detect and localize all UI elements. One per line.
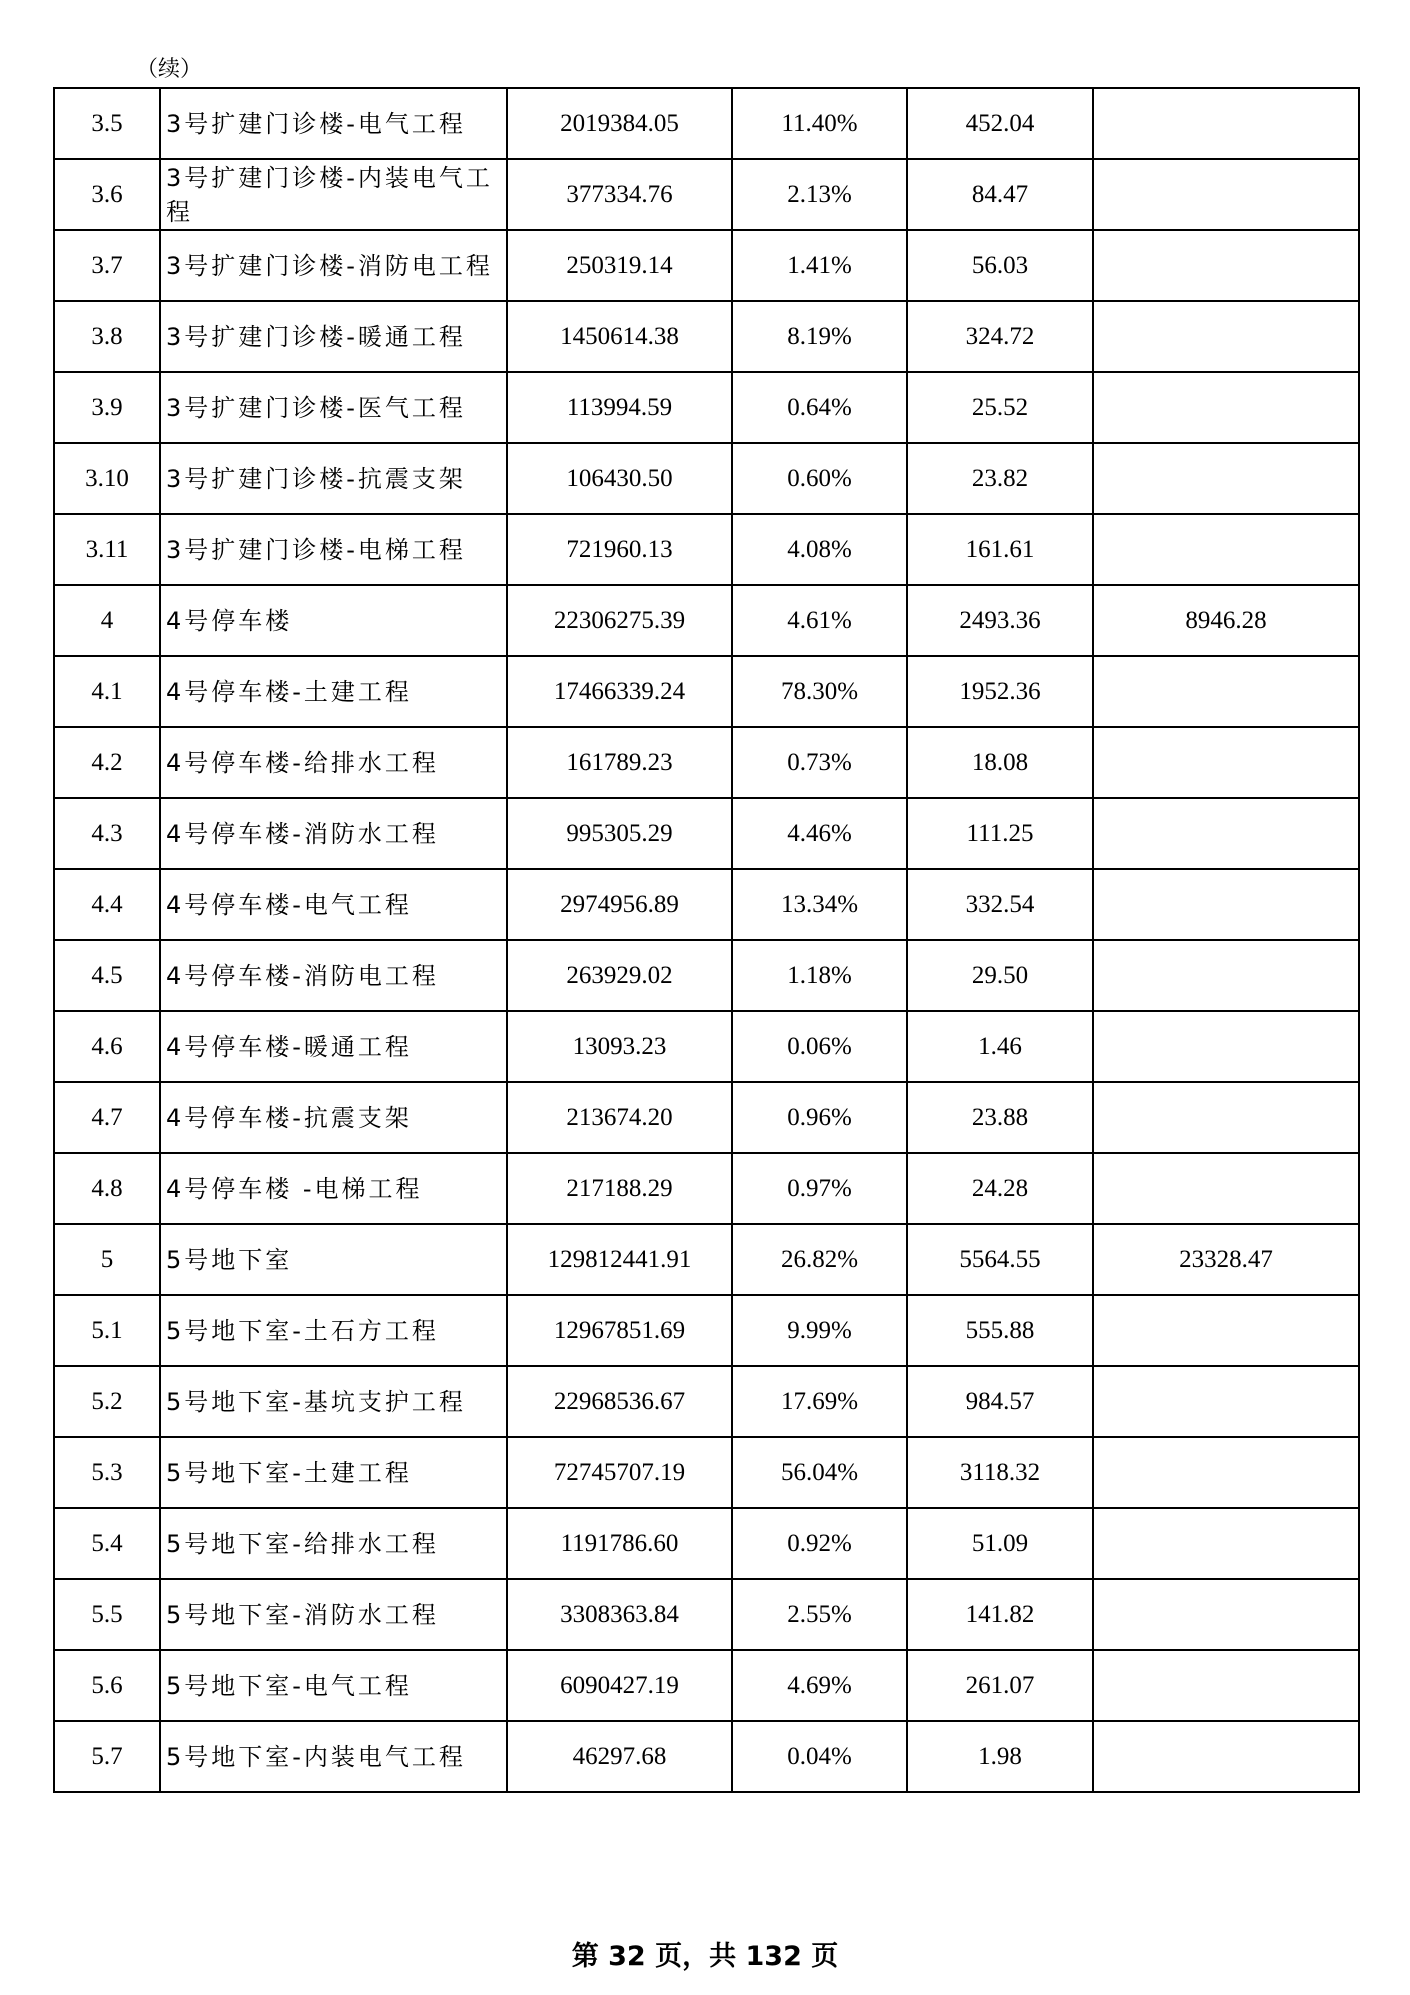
item-amount-cell: 263929.02 (507, 940, 732, 1011)
item-unit-cost-cell: 23.88 (907, 1082, 1093, 1153)
item-unit-cost-cell: 324.72 (907, 301, 1093, 372)
item-percent-cell: 8.19% (732, 301, 907, 372)
item-name-cell: 4号停车楼-暖通工程 (160, 1011, 507, 1082)
item-percent-cell: 0.97% (732, 1153, 907, 1224)
table-row (54, 798, 1359, 869)
table-row (54, 1011, 1359, 1082)
item-name-cell: 5号地下室-内装电气工程 (160, 1721, 507, 1792)
table-row (54, 1508, 1359, 1579)
item-percent-cell: 0.73% (732, 727, 907, 798)
item-percent-cell: 0.96% (732, 1082, 907, 1153)
item-extra-cell (1093, 372, 1359, 443)
item-extra-cell (1093, 1366, 1359, 1437)
item-number-cell: 4.4 (54, 869, 160, 940)
item-percent-cell: 1.18% (732, 940, 907, 1011)
item-name-cell: 4号停车楼-土建工程 (160, 656, 507, 727)
item-percent-cell: 4.46% (732, 798, 907, 869)
item-amount-cell: 22968536.67 (507, 1366, 732, 1437)
item-amount-cell: 250319.14 (507, 230, 732, 301)
item-extra-cell (1093, 1082, 1359, 1153)
table-row (54, 1366, 1359, 1437)
item-amount-cell: 13093.23 (507, 1011, 732, 1082)
item-percent-cell: 0.64% (732, 372, 907, 443)
item-unit-cost-cell: 3118.32 (907, 1437, 1093, 1508)
item-number-cell: 5.7 (54, 1721, 160, 1792)
item-unit-cost-cell: 161.61 (907, 514, 1093, 585)
item-extra-cell (1093, 1650, 1359, 1721)
item-unit-cost-cell: 1952.36 (907, 656, 1093, 727)
item-extra-cell (1093, 1295, 1359, 1366)
item-extra-cell (1093, 301, 1359, 372)
item-name-cell: 3号扩建门诊楼-医气工程 (160, 372, 507, 443)
item-amount-cell: 12967851.69 (507, 1295, 732, 1366)
item-percent-cell: 1.41% (732, 230, 907, 301)
table-row (54, 88, 1359, 159)
item-percent-cell: 2.55% (732, 1579, 907, 1650)
item-number-cell: 3.11 (54, 514, 160, 585)
item-percent-cell: 4.08% (732, 514, 907, 585)
item-name-cell: 4号停车楼 (160, 585, 507, 656)
item-amount-cell: 1450614.38 (507, 301, 732, 372)
table-row (54, 1650, 1359, 1721)
item-amount-cell: 995305.29 (507, 798, 732, 869)
item-name-cell: 5号地下室-土建工程 (160, 1437, 507, 1508)
item-number-cell: 4.3 (54, 798, 160, 869)
item-unit-cost-cell: 5564.55 (907, 1224, 1093, 1295)
item-amount-cell: 217188.29 (507, 1153, 732, 1224)
item-percent-cell: 78.30% (732, 656, 907, 727)
item-extra-cell (1093, 1437, 1359, 1508)
item-amount-cell: 46297.68 (507, 1721, 732, 1792)
item-number-cell: 5.6 (54, 1650, 160, 1721)
item-extra-cell (1093, 88, 1359, 159)
item-name-cell: 5号地下室-给排水工程 (160, 1508, 507, 1579)
item-number-cell: 3.6 (54, 159, 160, 230)
item-unit-cost-cell: 23.82 (907, 443, 1093, 514)
item-percent-cell: 56.04% (732, 1437, 907, 1508)
table-row (54, 1224, 1359, 1295)
item-extra-cell: 8946.28 (1093, 585, 1359, 656)
item-unit-cost-cell: 51.09 (907, 1508, 1093, 1579)
item-number-cell: 5.5 (54, 1579, 160, 1650)
item-percent-cell: 0.04% (732, 1721, 907, 1792)
item-percent-cell: 4.61% (732, 585, 907, 656)
item-amount-cell: 2974956.89 (507, 869, 732, 940)
item-unit-cost-cell: 984.57 (907, 1366, 1093, 1437)
item-number-cell: 5.4 (54, 1508, 160, 1579)
item-percent-cell: 26.82% (732, 1224, 907, 1295)
item-unit-cost-cell: 332.54 (907, 869, 1093, 940)
item-extra-cell: 23328.47 (1093, 1224, 1359, 1295)
table-row (54, 1437, 1359, 1508)
table-row (54, 940, 1359, 1011)
item-name-cell: 4号停车楼-消防电工程 (160, 940, 507, 1011)
item-number-cell: 3.9 (54, 372, 160, 443)
item-number-cell: 4.8 (54, 1153, 160, 1224)
item-percent-cell: 9.99% (732, 1295, 907, 1366)
item-extra-cell (1093, 514, 1359, 585)
item-amount-cell: 721960.13 (507, 514, 732, 585)
item-number-cell: 4 (54, 585, 160, 656)
item-number-cell: 4.5 (54, 940, 160, 1011)
item-extra-cell (1093, 798, 1359, 869)
item-amount-cell: 17466339.24 (507, 656, 732, 727)
item-amount-cell: 3308363.84 (507, 1579, 732, 1650)
item-name-cell: 4号停车楼-给排水工程 (160, 727, 507, 798)
table-row (54, 585, 1359, 656)
table-row (54, 443, 1359, 514)
item-name-cell: 5号地下室-土石方工程 (160, 1295, 507, 1366)
item-name-cell: 5号地下室-消防水工程 (160, 1579, 507, 1650)
item-amount-cell: 213674.20 (507, 1082, 732, 1153)
item-name-cell: 3号扩建门诊楼-抗震支架 (160, 443, 507, 514)
item-name-cell: 5号地下室-电气工程 (160, 1650, 507, 1721)
item-amount-cell: 161789.23 (507, 727, 732, 798)
table-row (54, 301, 1359, 372)
item-amount-cell: 72745707.19 (507, 1437, 732, 1508)
item-percent-cell: 13.34% (732, 869, 907, 940)
page-footer: 第 32 页，共 132 页 (571, 1941, 839, 1972)
item-unit-cost-cell: 56.03 (907, 230, 1093, 301)
item-number-cell: 5.3 (54, 1437, 160, 1508)
item-number-cell: 3.5 (54, 88, 160, 159)
item-name-cell: 3号扩建门诊楼-消防电工程 (160, 230, 507, 301)
item-percent-cell: 17.69% (732, 1366, 907, 1437)
table-row (54, 869, 1359, 940)
item-percent-cell: 0.60% (732, 443, 907, 514)
item-unit-cost-cell: 2493.36 (907, 585, 1093, 656)
item-extra-cell (1093, 869, 1359, 940)
item-name-cell: 5号地下室 (160, 1224, 507, 1295)
item-extra-cell (1093, 940, 1359, 1011)
table-row (54, 372, 1359, 443)
item-name-cell: 3号扩建门诊楼-电气工程 (160, 88, 507, 159)
item-unit-cost-cell: 84.47 (907, 159, 1093, 230)
item-number-cell: 3.8 (54, 301, 160, 372)
item-amount-cell: 22306275.39 (507, 585, 732, 656)
item-unit-cost-cell: 111.25 (907, 798, 1093, 869)
table-row (54, 1082, 1359, 1153)
item-amount-cell: 113994.59 (507, 372, 732, 443)
item-number-cell: 4.6 (54, 1011, 160, 1082)
item-unit-cost-cell: 261.07 (907, 1650, 1093, 1721)
item-extra-cell (1093, 230, 1359, 301)
item-number-cell: 5.2 (54, 1366, 160, 1437)
item-name-cell: 4号停车楼-电气工程 (160, 869, 507, 940)
item-unit-cost-cell: 141.82 (907, 1579, 1093, 1650)
item-name-cell: 4号停车楼-抗震支架 (160, 1082, 507, 1153)
item-name-cell: 4号停车楼 -电梯工程 (160, 1153, 507, 1224)
item-unit-cost-cell: 1.46 (907, 1011, 1093, 1082)
item-name-cell: 3号扩建门诊楼-暖通工程 (160, 301, 507, 372)
item-extra-cell (1093, 1508, 1359, 1579)
table-row (54, 1579, 1359, 1650)
item-amount-cell: 129812441.91 (507, 1224, 732, 1295)
table-row (54, 656, 1359, 727)
item-extra-cell (1093, 443, 1359, 514)
item-unit-cost-cell: 24.28 (907, 1153, 1093, 1224)
table-row (54, 159, 1359, 230)
item-amount-cell: 106430.50 (507, 443, 732, 514)
item-name-cell: 3号扩建门诊楼-电梯工程 (160, 514, 507, 585)
item-unit-cost-cell: 29.50 (907, 940, 1093, 1011)
item-extra-cell (1093, 1011, 1359, 1082)
item-amount-cell: 2019384.05 (507, 88, 732, 159)
item-extra-cell (1093, 1153, 1359, 1224)
item-number-cell: 4.2 (54, 727, 160, 798)
item-unit-cost-cell: 25.52 (907, 372, 1093, 443)
continued-label: （续） (136, 57, 203, 82)
item-extra-cell (1093, 1579, 1359, 1650)
item-percent-cell: 2.13% (732, 159, 907, 230)
item-amount-cell: 377334.76 (507, 159, 732, 230)
item-percent-cell: 11.40% (732, 88, 907, 159)
item-unit-cost-cell: 18.08 (907, 727, 1093, 798)
item-extra-cell (1093, 727, 1359, 798)
item-name-cell: 4号停车楼-消防水工程 (160, 798, 507, 869)
item-percent-cell: 4.69% (732, 1650, 907, 1721)
table-row (54, 1153, 1359, 1224)
cost-table (53, 87, 1360, 1793)
table-row (54, 727, 1359, 798)
item-percent-cell: 0.92% (732, 1508, 907, 1579)
item-extra-cell (1093, 656, 1359, 727)
item-unit-cost-cell: 452.04 (907, 88, 1093, 159)
table-row (54, 1295, 1359, 1366)
item-name-cell: 5号地下室-基坑支护工程 (160, 1366, 507, 1437)
item-number-cell: 3.10 (54, 443, 160, 514)
item-number-cell: 4.7 (54, 1082, 160, 1153)
item-name-cell: 3号扩建门诊楼-内装电气工程 (160, 159, 507, 230)
item-amount-cell: 6090427.19 (507, 1650, 732, 1721)
table-row (54, 514, 1359, 585)
item-number-cell: 3.7 (54, 230, 160, 301)
item-extra-cell (1093, 1721, 1359, 1792)
table-body (54, 88, 1359, 1792)
item-percent-cell: 0.06% (732, 1011, 907, 1082)
item-unit-cost-cell: 555.88 (907, 1295, 1093, 1366)
item-number-cell: 5.1 (54, 1295, 160, 1366)
item-amount-cell: 1191786.60 (507, 1508, 732, 1579)
item-number-cell: 4.1 (54, 656, 160, 727)
item-unit-cost-cell: 1.98 (907, 1721, 1093, 1792)
table-row (54, 1721, 1359, 1792)
item-number-cell: 5 (54, 1224, 160, 1295)
item-extra-cell (1093, 159, 1359, 230)
table-row (54, 230, 1359, 301)
